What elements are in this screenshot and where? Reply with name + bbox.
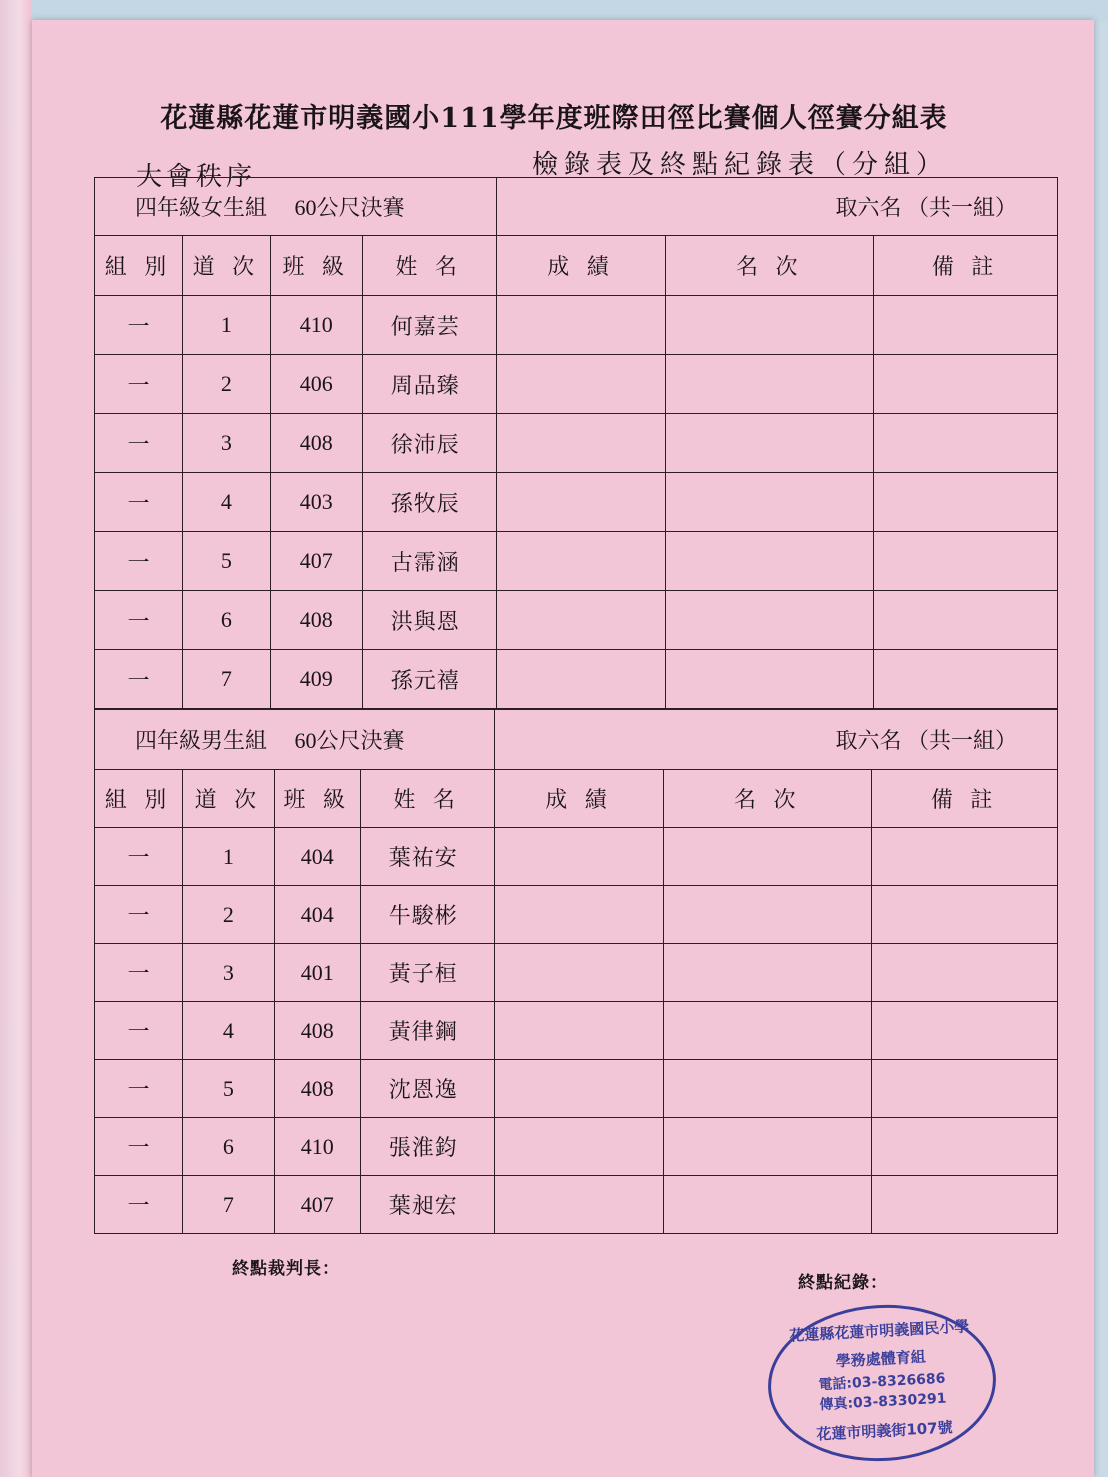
paper-stack-edge xyxy=(0,0,32,1477)
cell-rank xyxy=(666,296,874,355)
cell-class: 410 xyxy=(274,1118,360,1176)
cell-remarks xyxy=(874,650,1058,709)
table-row xyxy=(95,1060,1058,1118)
boys-event-note: 取六名 （共一組） xyxy=(494,710,1057,770)
cell-class: 409 xyxy=(270,650,362,709)
col-name: 姓 名 xyxy=(362,236,496,296)
recorder-label: 終點紀錄： xyxy=(798,1273,888,1293)
table-row xyxy=(95,828,1058,886)
boys-event-title: 四年級男生組 60公尺決賽 xyxy=(95,710,495,770)
col-name: 姓 名 xyxy=(360,770,494,828)
cell-rank xyxy=(666,532,874,591)
cell-class: 408 xyxy=(274,1060,360,1118)
cell-lane: 1 xyxy=(182,296,270,355)
cell-remarks xyxy=(872,1060,1058,1118)
col-group: 組 別 xyxy=(95,770,183,828)
cell-result xyxy=(496,532,666,591)
cell-class: 403 xyxy=(270,473,362,532)
cell-result xyxy=(496,650,666,709)
cell-name: 洪與恩 xyxy=(362,591,496,650)
cell-group: 一 xyxy=(95,414,183,473)
table-row xyxy=(95,1002,1058,1060)
cell-rank xyxy=(666,650,874,709)
page-subtitle: 檢錄表及終點紀錄表（分組） xyxy=(532,150,949,180)
col-result: 成 績 xyxy=(496,236,666,296)
table-row xyxy=(95,650,1058,709)
cell-result xyxy=(494,886,664,944)
seal-school-name: 花蓮縣花蓮市明義國民小學 xyxy=(788,1317,970,1345)
cell-result xyxy=(496,296,666,355)
cell-rank xyxy=(664,828,872,886)
col-remarks: 備 註 xyxy=(874,236,1058,296)
cell-remarks xyxy=(874,473,1058,532)
cell-result xyxy=(496,591,666,650)
seal-office: 學務處體育組 xyxy=(835,1347,927,1371)
cell-group: 一 xyxy=(95,473,183,532)
cell-lane: 6 xyxy=(182,591,270,650)
cell-rank xyxy=(666,414,874,473)
col-remarks: 備 註 xyxy=(872,770,1058,828)
cell-result xyxy=(494,828,664,886)
cell-remarks xyxy=(872,886,1058,944)
cell-name: 牛駿彬 xyxy=(360,886,494,944)
cell-name: 張淮鈞 xyxy=(360,1118,494,1176)
cell-result xyxy=(496,473,666,532)
cell-remarks xyxy=(874,591,1058,650)
cell-name: 徐沛辰 xyxy=(362,414,496,473)
cell-rank xyxy=(664,944,872,1002)
cell-remarks xyxy=(872,1002,1058,1060)
col-rank: 名 次 xyxy=(666,236,874,296)
cell-group: 一 xyxy=(95,886,183,944)
table-row xyxy=(95,1176,1058,1234)
order-label: 大會秩序 xyxy=(136,162,257,192)
boys-column-header xyxy=(95,770,1058,828)
cell-group: 一 xyxy=(95,591,183,650)
cell-rank xyxy=(664,1176,872,1234)
cell-class: 408 xyxy=(270,414,362,473)
cell-remarks xyxy=(874,296,1058,355)
cell-lane: 5 xyxy=(182,1060,274,1118)
cell-result xyxy=(494,944,664,1002)
cell-name: 黃子桓 xyxy=(360,944,494,1002)
cell-group: 一 xyxy=(95,944,183,1002)
col-class: 班 級 xyxy=(270,236,362,296)
cell-name: 孫元禧 xyxy=(362,650,496,709)
cell-group: 一 xyxy=(95,650,183,709)
cell-result xyxy=(494,1060,664,1118)
boys-section-header xyxy=(95,710,1058,770)
cell-lane: 2 xyxy=(182,886,274,944)
cell-name: 古霈涵 xyxy=(362,532,496,591)
cell-remarks xyxy=(872,1176,1058,1234)
table-row xyxy=(95,944,1058,1002)
page-title: 花蓮縣花蓮市明義國小111學年度班際田徑比賽個人徑賽分組表 xyxy=(160,103,948,134)
cell-rank xyxy=(664,1002,872,1060)
cell-result xyxy=(496,414,666,473)
cell-remarks xyxy=(872,944,1058,1002)
cell-name: 沈恩逸 xyxy=(360,1060,494,1118)
table-row xyxy=(95,886,1058,944)
col-group: 組 別 xyxy=(95,236,183,296)
col-lane: 道 次 xyxy=(182,770,274,828)
cell-lane: 2 xyxy=(182,355,270,414)
cell-name: 葉昶宏 xyxy=(360,1176,494,1234)
cell-name: 黃律鋼 xyxy=(360,1002,494,1060)
table-row xyxy=(95,296,1058,355)
seal-phone: 電話:03-8326686 xyxy=(818,1370,946,1394)
cell-rank xyxy=(666,473,874,532)
girls-column-header xyxy=(95,236,1058,296)
cell-result xyxy=(494,1118,664,1176)
cell-lane: 4 xyxy=(182,473,270,532)
cell-group: 一 xyxy=(95,1060,183,1118)
cell-lane: 1 xyxy=(182,828,274,886)
girls-event-title: 四年級女生組 60公尺決賽 xyxy=(95,178,497,236)
cell-class: 404 xyxy=(274,828,360,886)
cell-lane: 7 xyxy=(182,1176,274,1234)
cell-class: 407 xyxy=(274,1176,360,1234)
cell-name: 周品臻 xyxy=(362,355,496,414)
cell-group: 一 xyxy=(95,532,183,591)
cell-remarks xyxy=(872,1118,1058,1176)
cell-group: 一 xyxy=(95,828,183,886)
cell-class: 406 xyxy=(270,355,362,414)
table-row xyxy=(95,1118,1058,1176)
cell-rank xyxy=(666,355,874,414)
girls-table xyxy=(94,177,1058,709)
table-row xyxy=(95,591,1058,650)
cell-lane: 3 xyxy=(182,944,274,1002)
cell-class: 404 xyxy=(274,886,360,944)
cell-rank xyxy=(664,1060,872,1118)
cell-lane: 4 xyxy=(182,1002,274,1060)
cell-rank xyxy=(664,886,872,944)
cell-name: 葉祐安 xyxy=(360,828,494,886)
seal-address: 花蓮市明義街107號 xyxy=(815,1418,954,1444)
table-row xyxy=(95,532,1058,591)
cell-name: 何嘉芸 xyxy=(362,296,496,355)
cell-rank xyxy=(664,1118,872,1176)
col-lane: 道 次 xyxy=(182,236,270,296)
cell-class: 407 xyxy=(270,532,362,591)
cell-group: 一 xyxy=(95,1002,183,1060)
cell-class: 401 xyxy=(274,944,360,1002)
cell-lane: 6 xyxy=(182,1118,274,1176)
background-top xyxy=(0,0,1108,22)
cell-remarks xyxy=(872,828,1058,886)
seal-fax: 傳真:03-8330291 xyxy=(819,1390,947,1414)
cell-remarks xyxy=(874,532,1058,591)
cell-result xyxy=(496,355,666,414)
cell-class: 410 xyxy=(270,296,362,355)
cell-class: 408 xyxy=(274,1002,360,1060)
cell-remarks xyxy=(874,355,1058,414)
cell-group: 一 xyxy=(95,1118,183,1176)
cell-group: 一 xyxy=(95,355,183,414)
chief-judge-label: 終點裁判長： xyxy=(232,1259,340,1279)
cell-name: 孫牧辰 xyxy=(362,473,496,532)
table-row xyxy=(95,355,1058,414)
boys-table xyxy=(94,709,1058,1234)
cell-remarks xyxy=(874,414,1058,473)
cell-result xyxy=(494,1002,664,1060)
cell-group: 一 xyxy=(95,296,183,355)
cell-lane: 7 xyxy=(182,650,270,709)
col-class: 班 級 xyxy=(274,770,360,828)
cell-result xyxy=(494,1176,664,1234)
table-row xyxy=(95,414,1058,473)
cell-lane: 3 xyxy=(182,414,270,473)
table-row xyxy=(95,473,1058,532)
col-result: 成 績 xyxy=(494,770,664,828)
cell-rank xyxy=(666,591,874,650)
girls-event-note: 取六名 （共一組） xyxy=(496,178,1057,236)
cell-lane: 5 xyxy=(182,532,270,591)
cell-group: 一 xyxy=(95,1176,183,1234)
col-rank: 名 次 xyxy=(664,770,872,828)
girls-section-header xyxy=(95,178,1058,236)
cell-class: 408 xyxy=(270,591,362,650)
